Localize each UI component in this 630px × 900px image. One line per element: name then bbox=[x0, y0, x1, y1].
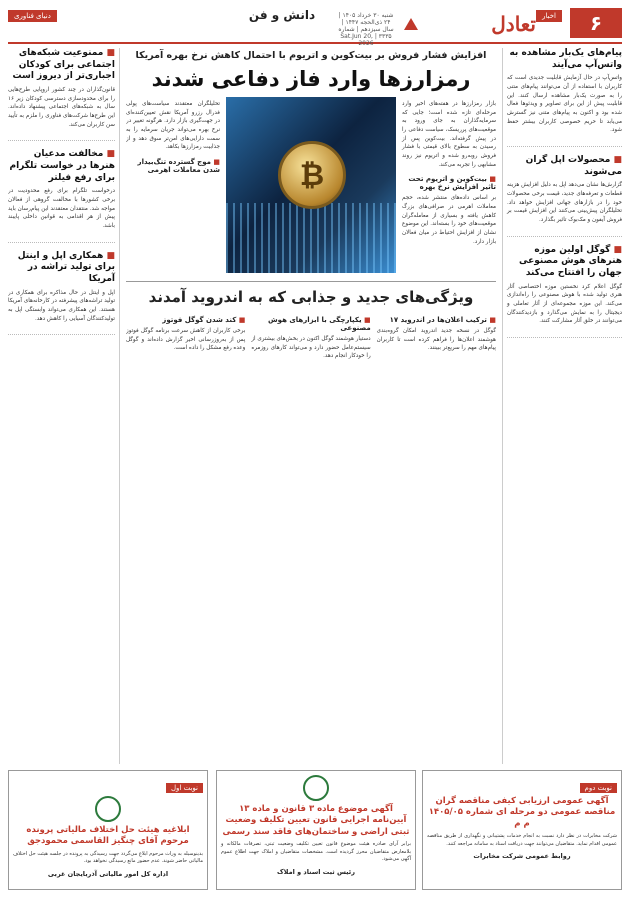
lead-kicker: افزایش فشار فروش بر بیت‌کوین و اتریوم با احتمال کاهش نرخ بهره آمریکا bbox=[135, 50, 487, 61]
chart-bars-decoration bbox=[226, 203, 396, 273]
ad-tag: نوبت دوم bbox=[580, 783, 617, 793]
ad-body: بدینوسیله به وراث مرحوم ابلاغ می‌گردد جهت رسیدگی به پرونده در جلسه هیئت حل اختلاف مالیاتی حاضر شوند. عدم حضور مانع رسیدگی نخواهد بود. bbox=[13, 850, 203, 865]
feature-body: برخی کاربران از کاهش سرعت برنامه گوگل فوتوز پس از به‌روزرسانی اخیر گزارش داده‌اند و گوگل وعده رفع مشکل را داده است. bbox=[126, 328, 246, 352]
emblem-icon bbox=[303, 775, 329, 801]
news-body: واتس‌آپ در حال آزمایش قابلیت جدیدی است که کاربران با استفاده از آن می‌توانند پیام‌های متنی را به صورت یک‌بار مشاهده ارسال کنند. این قابلیت پیش از این برای تصاویر و ویدئوها فعال شده بود و اکنون به پیام‌های متنی نیز گسترش می‌یابد تا حریم خصوصی کاربران بیشتر حفظ شود. bbox=[507, 75, 622, 134]
ad-body: شرکت مخابرات در نظر دارد نسبت به انجام خدمات پشتیبانی و نگهداری از طریق مناقصه عمومی اقدام نماید. متقاضیان می‌توانند جهت دریافت اسناد به سامانه مراجعه کنند. bbox=[427, 833, 617, 847]
section-title: دانش و فن bbox=[248, 8, 316, 22]
news-item bbox=[507, 155, 622, 237]
feature-article bbox=[126, 312, 496, 367]
lead-body: بر اساس داده‌های منتشر شده، حجم معاملات اهرمی در صرافی‌های بزرگ کاهش یافته و بسیاری از معامله‌گران موقعیت‌های خود را بسته‌اند. این موضوع نشان از افزایش احتیاط در میان فعالان بازار دارد. bbox=[402, 195, 496, 245]
lead-body: بازار رمزارزها در هفته‌های اخیر وارد مرحله‌ای تازه شده است؛ جایی که سرمایه‌گذاران به جای ورود به موقعیت‌های پرریسک، سیاست دفاعی را در پیش گرفته‌اند. بیت‌کوین پس از رسیدن به سطوح بالای قیمتی با فشار فروش روبه‌رو شده و اتریوم نیز روند مشابهی را تجربه می‌کند. bbox=[402, 101, 496, 168]
news-headline: ■ همکاری اپل و اینتل برای تولید تراشه در آمریکا bbox=[8, 251, 115, 286]
news-item bbox=[8, 149, 115, 242]
feature-item bbox=[377, 312, 496, 367]
lead-article bbox=[126, 97, 496, 273]
ad-tag: نوبت اول bbox=[166, 783, 203, 793]
lead-text-right bbox=[402, 97, 496, 273]
emblem-icon bbox=[95, 796, 121, 822]
news-item bbox=[507, 245, 622, 338]
ad-title: آگهی موضوع ماده ۳ قانون و ماده ۱۳ آیین‌نامه اجرایی قانون تعیین تکلیف وضعیت ثبتی اراضی و ساختمان‌های فاقد سند رسمی bbox=[222, 804, 410, 837]
bitcoin-coin-icon: ₿ bbox=[278, 141, 346, 209]
tender-ad bbox=[422, 770, 622, 890]
news-body: گزارش‌ها نشان می‌دهد اپل به دلیل افزایش هزینه قطعات و تعرفه‌های جدید، قیمت برخی محصولات خود را در بازارهای جهانی افزایش خواهد داد. تحلیلگران پیش‌بینی می‌کنند این افزایش قیمت بر فروش آیفون و مک‌بوک تاثیر بگذارد. bbox=[507, 182, 622, 223]
news-item bbox=[8, 48, 115, 141]
land-registry-ad bbox=[216, 770, 416, 890]
feature-headline: ویژگی‌های جدید و جذابی که به اندروید آمدند bbox=[126, 281, 496, 306]
feature-item bbox=[126, 312, 245, 367]
paper-logo: تعادل bbox=[491, 12, 536, 36]
news-body: گوگل اعلام کرد نخستین موزه اختصاصی آثار هنری تولید شده با هوش مصنوعی را راه‌اندازی می‌کند. این موزه مجموعه‌ای از آثار تعاملی و دیجیتال را به نمایش می‌گذارد و بازدیدکنندگان می‌توانند در خلق آثار مشارکت کنند. bbox=[507, 283, 622, 325]
feature-item bbox=[251, 312, 370, 367]
lead-headline: رمزارزها وارد فاز دفاعی شدند bbox=[151, 67, 471, 91]
news-headline: پیام‌های یک‌بار مشاهده به واتس‌آپ می‌آیند bbox=[509, 48, 622, 70]
ad-body: برابر آرای صادره هیئت موضوع قانون تعیین تکلیف وضعیت ثبتی، تصرفات مالکانه و بلامعارض متقاضیان محرز گردیده است. مشخصات متقاضیان و املاک جهت اطلاع عموم آگهی می‌شود. bbox=[221, 841, 411, 863]
ad-signature: اداره کل امور مالیاتی آذربایجان غربی bbox=[47, 869, 169, 878]
tax-notice-ad bbox=[8, 770, 208, 890]
left-news-column bbox=[8, 48, 120, 764]
masthead bbox=[8, 8, 622, 47]
lead-text-left bbox=[126, 97, 220, 273]
lead-subhead: ■ بیت‌کوین و اتریوم تحت تاثیر افزایش نرخ بهره bbox=[402, 175, 496, 191]
lead-body: تحلیلگران معتقدند سیاست‌های پولی فدرال رزرو آمریکا نقش تعیین‌کننده‌ای در جهت‌گیری بازار دارد. هرگونه تغییر در نرخ بهره می‌تواند جریان سرمایه را به سمت دارایی‌های امن‌تر سوق دهد و از جذابیت رمزارزها بکاهد. bbox=[126, 101, 220, 151]
feature-subhead: ■ یکپارچگی با ابزارهای هوش مصنوعی bbox=[251, 316, 370, 332]
lead-subhead: ■ موج گسترده تنگ‌بیدار شدن معاملات اهرمی bbox=[126, 158, 220, 174]
category-tab-news: اخبار bbox=[536, 10, 562, 22]
category-tab-tech-world: دنیای فناوری bbox=[8, 10, 57, 22]
news-body: قانون‌گذاران در چند کشور اروپایی طرح‌هایی را برای محدودسازی دسترسی کودکان زیر ۱۶ سال به شبکه‌های اجتماعی پیشنهاد داده‌اند. این طرح‌ها شرکت‌های فناوری را ملزم به تأیید سن کاربران می‌کند. bbox=[8, 87, 115, 128]
logo-triangle-icon bbox=[404, 18, 418, 30]
ad-title: آگهی عمومی ارزیابی کیفی مناقصه گران مناقصه عمومی دو مرحله ای شماره ۱۴۰۵/۰۵ م م bbox=[428, 796, 616, 829]
news-headline: ■ گوگل اولین موزه هنرهای هوش مصنوعی جهان را افتتاح می‌کند bbox=[507, 245, 622, 280]
news-body: درخواست تلگرام برای رفع محدودیت در برخی کشورها با مخالفت گروهی از فعالان مواجه شد. منتقدان معتقدند این پیام‌رسان باید پیش از هر اقدامی به قوانین داخلی پایبند باشد. bbox=[8, 188, 115, 230]
page-number: ۶ bbox=[570, 8, 622, 38]
news-headline: ■ مخالفت مدعیان هنرها در خواست تلگرام برای رفع فیلتر bbox=[8, 149, 115, 184]
news-body: اپل و اینتل در حال مذاکره برای همکاری در تولید تراشه‌های پیشرفته در کارخانه‌های آمریکا هستند. این همکاری می‌تواند وابستگی اپل به تولیدکنندگان آسیایی را کاهش دهد. bbox=[8, 289, 115, 322]
news-headline: ■ ممنوعیت شبکه‌های اجتماعی برای کودکان اجباری‌تر از دیروز است bbox=[8, 48, 115, 83]
feature-subhead: ■ کند شدن گوگل فوتوز bbox=[126, 316, 245, 324]
right-news-column bbox=[502, 48, 622, 764]
news-item bbox=[507, 48, 622, 147]
news-headline: ■ محصولات اپل گران می‌شوند bbox=[507, 155, 622, 178]
ad-signature: رئیس ثبت اسناد و املاک bbox=[277, 867, 355, 876]
feature-subhead: ■ ترکیب اعلان‌ها در اندروید ۱۷ bbox=[377, 316, 496, 324]
main-column bbox=[126, 48, 496, 764]
dateline: شنبه ۳۰ خرداد ۱۴۰۵ | ۲۴ ذی‌الحجه ۱۴۴۷ | سال سیزدهم | شماره ۳۳۳۵ | Sat.Jun 20, 2026 bbox=[338, 12, 394, 47]
ad-signature: روابط عمومی شرکت مخابرات bbox=[473, 852, 571, 861]
news-item bbox=[8, 251, 115, 336]
ad-title: ابلاغیه هیئت حل اختلاف مالیاتی پرونده مرحوم آقای چنگیز القاسمی محمودجق bbox=[26, 825, 190, 847]
feature-body: دستیار هوشمند گوگل اکنون در بخش‌های بیشتری از سیستم‌عامل حضور دارد و می‌تواند کارهای روزمره را خودکار انجام دهد. bbox=[251, 336, 371, 360]
bitcoin-image bbox=[226, 97, 396, 273]
feature-body: گوگل در نسخه جدید اندروید امکان گروه‌بندی هوشمند اعلان‌ها را فراهم کرده است تا کاربران پیام‌های مهم را سریع‌تر ببینند. bbox=[376, 328, 496, 352]
